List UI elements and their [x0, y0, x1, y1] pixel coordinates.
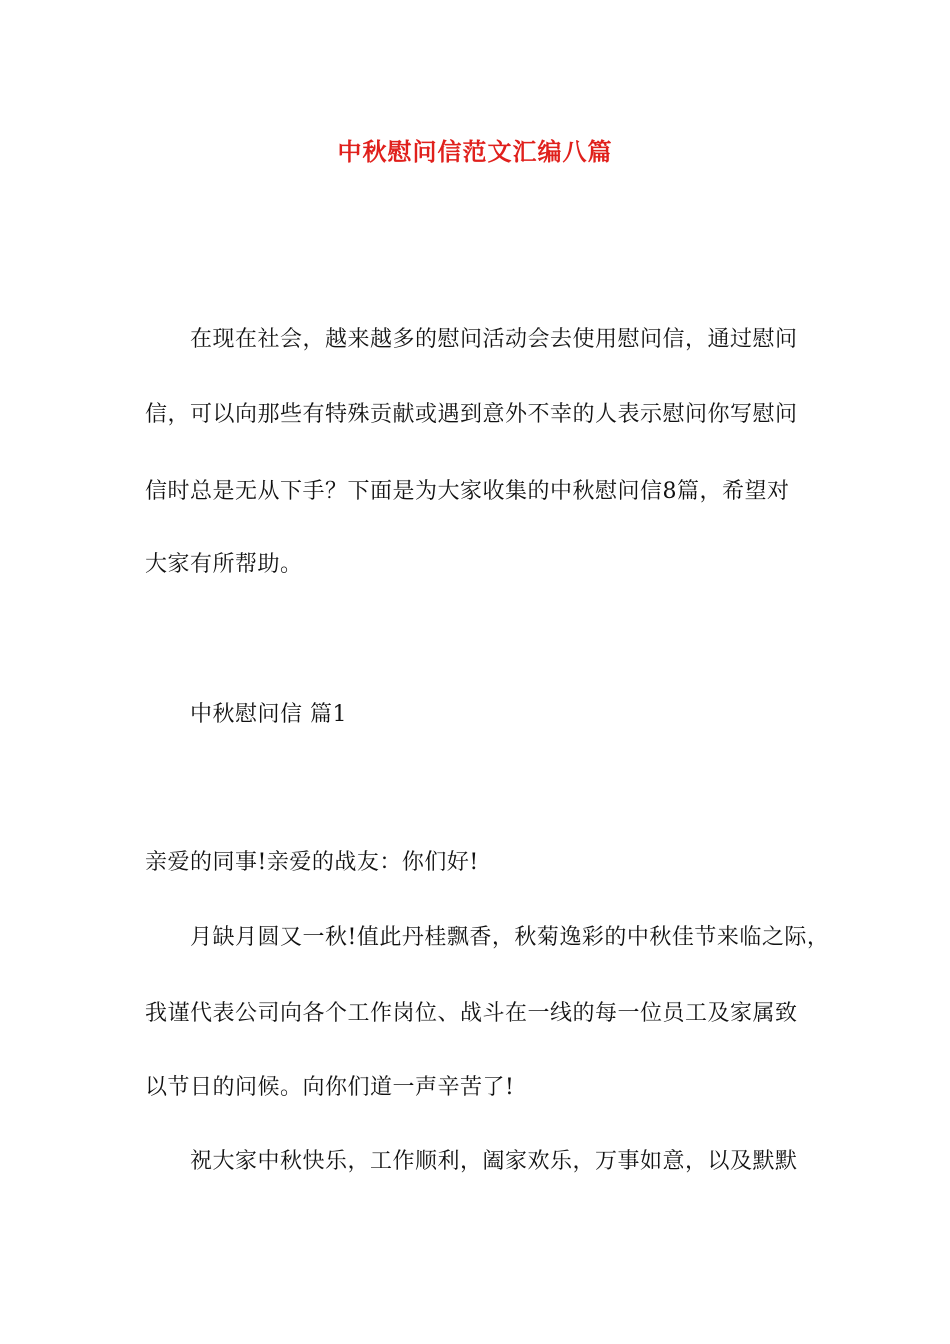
body-line-2: 我谨代表公司向各个工作岗位、战斗在一线的每一位员工及家属致 — [145, 1001, 798, 1026]
body-line-4: 祝大家中秋快乐，工作顺利，阖家欢乐，万事如意，以及默默 — [190, 1149, 798, 1174]
intro-line-1: 在现在社会，越来越多的慰问活动会去使用慰问信，通过慰问 — [190, 327, 798, 352]
body-line-1: 月缺月圆又一秋!值此丹桂飘香，秋菊逸彩的中秋佳节来临之际， — [190, 925, 830, 950]
document-title: 中秋慰问信范文汇编八篇 — [337, 137, 613, 166]
intro-line-3: 信时总是无从下手？下面是为大家收集的中秋慰问信8篇，希望对 — [145, 479, 790, 504]
intro-line-2: 信，可以向那些有特殊贡献或遇到意外不幸的人表示慰问你写慰问 — [145, 402, 798, 427]
section-heading: 中秋慰问信 篇1 — [190, 702, 347, 727]
intro-line-4: 大家有所帮助。 — [145, 552, 303, 577]
body-line-3: 以节日的问候。向你们道一声辛苦了! — [145, 1075, 515, 1100]
greeting-line: 亲爱的同事!亲爱的战友：你们好! — [145, 850, 479, 875]
